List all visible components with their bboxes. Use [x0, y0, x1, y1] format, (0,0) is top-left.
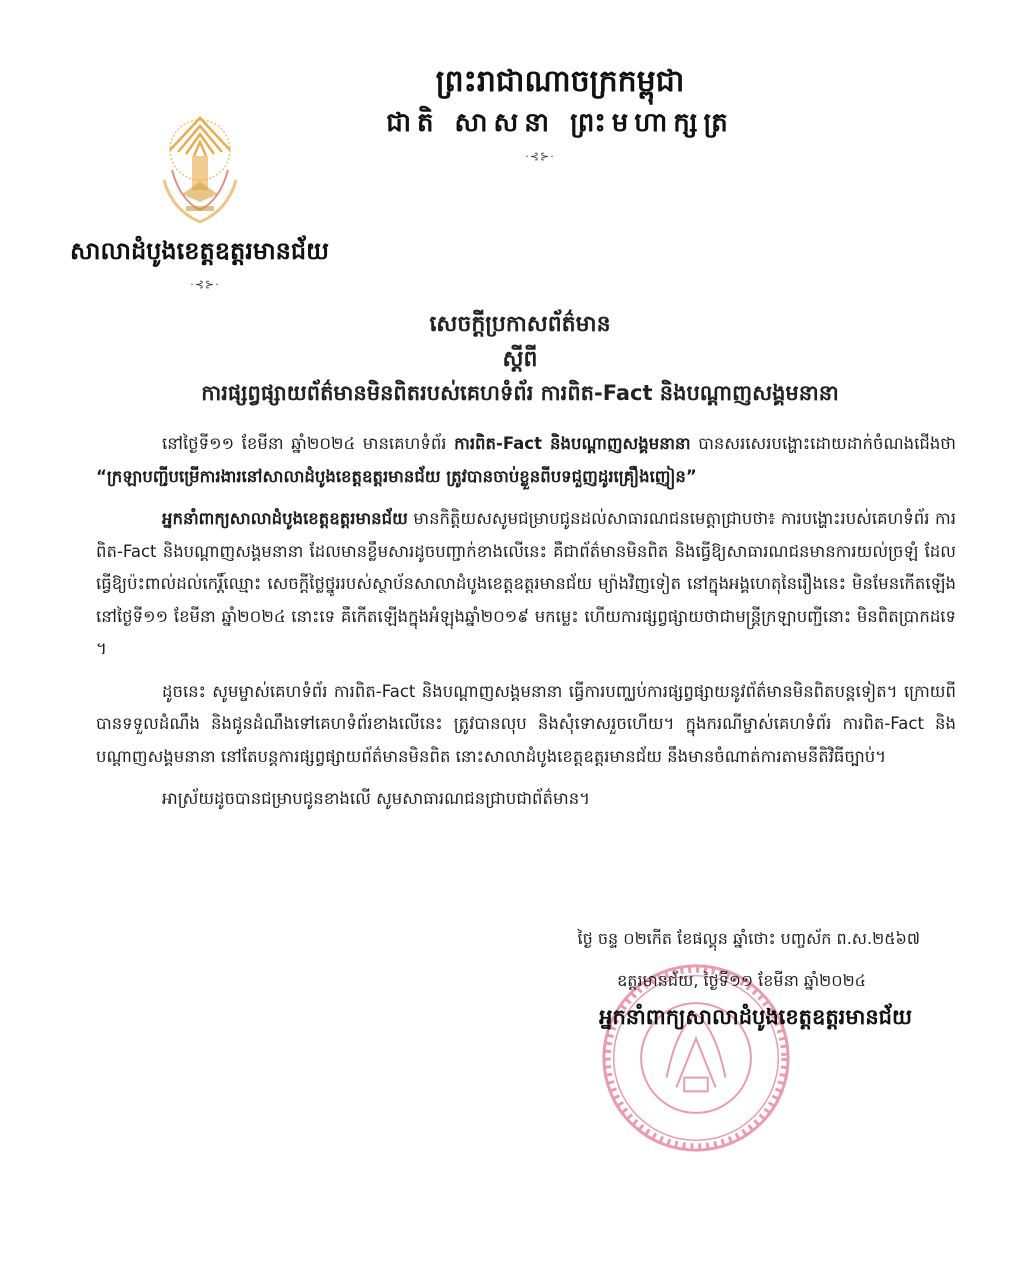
p1-bold: ការពិត-Fact និងបណ្តាញសង្គមនានា	[454, 434, 691, 453]
document-subtitle-about: ស្តីពី	[502, 347, 538, 372]
ministry-name: សាលាដំបូងខេត្តឧត្តរមានជ័យ	[70, 237, 329, 265]
document-body	[96, 428, 956, 826]
royal-emblem-icon	[150, 110, 250, 230]
document-title: សេចក្តីប្រកាសព័ត៌មាន	[429, 312, 611, 337]
national-motto: ជាតិ សាសនា ព្រះមហាក្សត្រ	[386, 108, 734, 138]
place-and-date: ឧត្តរមានជ័យ, ថ្ងៃទី១១ ខែមីនា ឆ្នាំ២០២៤	[617, 971, 866, 990]
paragraph-1	[96, 428, 956, 493]
p2-text: មានកិត្តិយសសូមជម្រាបជូនដល់សាធារណជនមេត្តាជ្រាបថា៖ ការបង្ហោះរបស់គេហទំព័រ ការពិត-Fact និងបណ្តាញសង្គមនានា ដែលមានខ្លឹមសារដូចបញ្ជាក់ខាងលើនេះ គឺជាព័ត៌មានមិនពិត និងធ្វើឱ្យសាធារណជនមានការយល់ច្រឡំ ដែលធ្វើឱ្យប៉ះពាល់ដល់កេរ្តិ៍ឈ្មោះ សេចក្តីថ្លៃថ្នូររបស់ស្ថាប័នសាលាដំបូងខេត្តឧត្តរមានជ័យ ម្យ៉ាងវិញទៀត នៅក្នុងអង្គហេតុនៃរឿងនេះ មិនមែនកើតឡើងនៅថ្ងៃទី១១ ខែមីនា ឆ្នាំ២០២៤ នោះទេ គឺកើតឡើងក្នុងអំឡុងឆ្នាំ២០១៩ មកម្លេះ ហើយការផ្សព្វផ្សាយថាជាមន្ត្រីក្រឡាបញ្ជីនោះ មិនពិតប្រាកដទេ ។	[96, 509, 956, 658]
document-subject: ការផ្សព្វផ្សាយព័ត៌មានមិនពិតរបស់គេហទំព័រ ការពិត-Fact និងបណ្តាញសង្គមនានា	[201, 381, 839, 405]
p2-bold: អ្នកនាំពាក្យសាលាដំបូងខេត្តឧត្តរមានជ័យ	[162, 509, 408, 528]
lunar-date: ថ្ងៃ ចន្ទ ០២កើត ខែផល្គុន ឆ្នាំថោះ បញ្ចស័ក ព.ស.២៥៦៧	[577, 929, 920, 948]
p1-text-b: បានសរសេរបង្ហោះដោយដាក់ចំណងជើងថា	[690, 434, 957, 453]
kingdom-heading: ព្រះរាជាណាចក្រកម្ពុជា	[435, 64, 685, 99]
signatory-title: អ្នកនាំពាក្យសាលាដំបូងខេត្តឧត្តរមានជ័យ	[599, 1005, 912, 1029]
p1-text-a: នៅថ្ងៃទី១១ ខែមីនា ឆ្នាំ២០២៤ មានគេហទំព័រ	[162, 434, 455, 453]
header-separator: ·⊰⊱·	[525, 150, 555, 163]
paragraph-3: ដូចនេះ សូមម្ចាស់គេហទំព័រ ការពិត-Fact និងបណ្តាញសង្គមនានា ធ្វើការបញ្ឈប់ការផ្សព្វផ្សាយនូវព័ត៌មានមិនពិតបន្តទៀត។ ក្រោយពីបានទទួលដំណឹង និងជូនដំណឹងទៅគេហទំព័រខាងលើនេះ ត្រូវបានលុប និងសុំទោសរួចហើយ។ ក្នុងករណីម្ចាស់គេហទំព័រ ការពិត-Fact និងបណ្តាញសង្គមនានា នៅតែបន្តការផ្សព្វផ្សាយព័ត៌មានមិនពិត នោះសាលាដំបូងខេត្តឧត្តរមានជ័យ នឹងមានចំណាត់ការតាមនីតិវិធីច្បាប់។	[96, 681, 956, 766]
paragraph-2	[96, 503, 956, 666]
ministry-separator: ·⊰⊱·	[190, 278, 220, 291]
paragraph-4: អាស្រ័យដូចបានជម្រាបជូនខាងលើ សូមសាធារណជនជ្រាបជាព័ត៌មាន។	[162, 789, 591, 808]
p1-quote: “ក្រឡាបញ្ជីបម្រើការងារនៅសាលាដំបូងខេត្តឧត្តរមានជ័យ ត្រូវបានចាប់ខ្លួនពីបទជួញដូរគ្រឿងញៀន”	[96, 466, 697, 486]
